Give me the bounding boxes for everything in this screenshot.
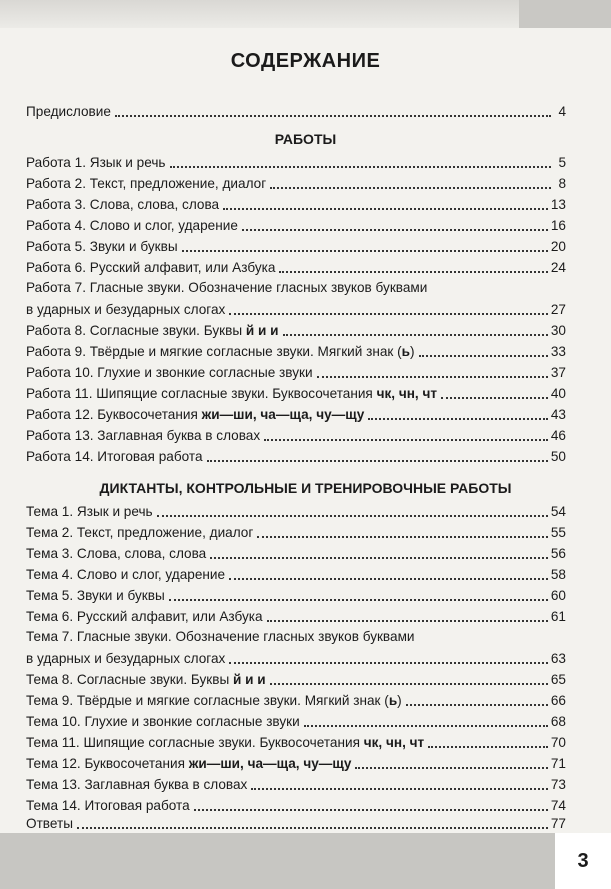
entry-label: Тема 8. Согласные звуки. Буквы й и и xyxy=(26,672,266,687)
dot-leader xyxy=(368,418,548,420)
entry-page: 74 xyxy=(550,798,566,813)
entry-label: Работа 6. Русский алфавит, или Азбука xyxy=(26,260,276,275)
dot-leader xyxy=(182,250,548,252)
entry-label: Тема 10. Глухие и звонкие согласные звуки xyxy=(26,714,300,729)
entry-label: Работа 11. Шипящие согласные звуки. Буквосочетания чк, чн, чт xyxy=(26,386,438,401)
entry-label: Работа 14. Итоговая работа xyxy=(26,449,203,464)
entry-page: 70 xyxy=(550,735,566,750)
dot-leader xyxy=(223,208,548,210)
entry-page: 40 xyxy=(550,386,566,401)
toc-entry[interactable] xyxy=(26,689,566,709)
dot-leader xyxy=(169,599,548,601)
toc-entry[interactable] xyxy=(26,794,566,814)
dot-leader xyxy=(317,376,548,378)
entry-label: Работа 3. Слова, слова, слова xyxy=(26,197,220,212)
entry-page: 16 xyxy=(550,218,566,233)
entry-label: Тема 13. Заглавная буква в словах xyxy=(26,777,248,792)
top-margin-band xyxy=(0,0,611,28)
toc-entry[interactable] xyxy=(26,584,566,604)
entry-page: 4 xyxy=(558,104,566,119)
toc-entry[interactable] xyxy=(26,214,566,234)
dot-leader xyxy=(115,115,551,117)
toc-entry[interactable] xyxy=(26,193,566,213)
toc-entry[interactable] xyxy=(26,151,566,171)
entry-label: Работа 2. Текст, предложение, диалог xyxy=(26,176,267,191)
entry-label: Работа 10. Глухие и звонкие согласные звуки xyxy=(26,365,313,380)
entry-page: 46 xyxy=(550,428,566,443)
entry-page: 77 xyxy=(550,816,566,831)
entry-label: Работа 1. Язык и речь xyxy=(26,155,166,170)
entry-page: 33 xyxy=(550,344,566,359)
entry-label: Тема 11. Шипящие согласные звуки. Буквосочетания чк, чн, чт xyxy=(26,735,425,750)
entry-page: 24 xyxy=(550,260,566,275)
footer-band xyxy=(0,833,611,889)
toc-entry[interactable] xyxy=(26,424,566,444)
toc-entry[interactable] xyxy=(26,710,566,730)
dot-leader xyxy=(270,683,548,685)
entry-label-line1: Работа 7. Гласные звуки. Обозначение гласных звуков буквами xyxy=(26,280,428,295)
toc-entry[interactable] xyxy=(26,542,566,562)
entry-label: Ответы xyxy=(26,816,73,831)
entry-label: Тема 5. Звуки и буквы xyxy=(26,588,165,603)
toc-entry-answers[interactable] xyxy=(26,812,566,832)
dot-leader xyxy=(229,662,548,664)
dot-leader xyxy=(267,620,548,622)
entry-label: Работа 13. Заглавная буква в словах xyxy=(26,428,261,443)
toc-entry[interactable] xyxy=(26,500,566,520)
entry-label: Тема 14. Итоговая работа xyxy=(26,798,190,813)
toc-entry[interactable] xyxy=(26,172,566,192)
entry-page: 43 xyxy=(550,407,566,422)
toc-entry[interactable] xyxy=(26,605,566,625)
toc-entry[interactable] xyxy=(26,340,566,360)
toc-entry[interactable] xyxy=(26,773,566,793)
entry-page: 60 xyxy=(550,588,566,603)
toc-entry[interactable] xyxy=(26,563,566,583)
entry-page: 73 xyxy=(550,777,566,792)
entry-label: Работа 4. Слово и слог, ударение xyxy=(26,218,238,233)
dot-leader xyxy=(242,229,548,231)
dot-leader xyxy=(283,334,548,336)
entry-page: 50 xyxy=(550,449,566,464)
entry-page: 66 xyxy=(550,693,566,708)
toc-entry[interactable] xyxy=(26,752,566,772)
entry-label: Работа 5. Звуки и буквы xyxy=(26,239,178,254)
entry-label: Тема 4. Слово и слог, ударение xyxy=(26,567,226,582)
entry-page: 55 xyxy=(550,525,566,540)
entry-label: Работа 12. Буквосочетания жи—ши, ча—ща, чу—щу xyxy=(26,407,365,422)
entry-label-line1: Тема 7. Гласные звуки. Обозначение гласных звуков буквами xyxy=(26,629,415,644)
entry-page: 20 xyxy=(550,239,566,254)
dot-leader xyxy=(229,313,548,315)
dot-leader xyxy=(170,166,552,168)
toc-entry[interactable] xyxy=(26,280,566,318)
entry-page: 37 xyxy=(550,365,566,380)
dot-leader xyxy=(264,439,548,441)
dot-leader xyxy=(406,704,548,706)
entry-label: Тема 1. Язык и речь xyxy=(26,504,153,519)
dot-leader xyxy=(251,788,548,790)
toc-entry[interactable] xyxy=(26,256,566,276)
section-heading-works: РАБОТЫ xyxy=(274,131,337,147)
toc-entry[interactable] xyxy=(26,629,566,667)
entry-page: 68 xyxy=(550,714,566,729)
entry-page: 56 xyxy=(550,546,566,561)
dot-leader xyxy=(210,557,548,559)
entry-label: в ударных и безударных слогах xyxy=(26,651,226,666)
toc-entry[interactable] xyxy=(26,445,566,465)
entry-page: 61 xyxy=(550,609,566,624)
entry-page: 8 xyxy=(558,176,566,191)
entry-label: Предисловие xyxy=(26,104,111,119)
entry-page: 65 xyxy=(550,672,566,687)
dot-leader xyxy=(419,355,548,357)
toc-entry[interactable] xyxy=(26,319,566,339)
entry-label: Работа 9. Твёрдые и мягкие согласные звуки. Мягкий знак (ь) xyxy=(26,344,415,359)
dot-leader xyxy=(157,515,548,517)
entry-page: 63 xyxy=(550,651,566,666)
toc-entry-preface[interactable] xyxy=(26,100,566,120)
toc-entry[interactable] xyxy=(26,403,566,423)
dot-leader xyxy=(428,746,548,748)
toc-entry[interactable] xyxy=(26,235,566,255)
dot-leader xyxy=(270,187,551,189)
entry-page: 5 xyxy=(558,155,566,170)
dot-leader xyxy=(194,809,548,811)
entry-label: Тема 2. Текст, предложение, диалог xyxy=(26,525,254,540)
dot-leader xyxy=(229,578,548,580)
dot-leader xyxy=(355,767,547,769)
entry-label: Тема 12. Буквосочетания жи—ши, ча—ща, чу—щу xyxy=(26,756,352,771)
dot-leader xyxy=(207,460,548,462)
entry-label: Тема 3. Слова, слова, слова xyxy=(26,546,207,561)
page-title: СОДЕРЖАНИЕ xyxy=(230,50,381,72)
toc-entry[interactable] xyxy=(26,668,566,688)
entry-label: в ударных и безударных слогах xyxy=(26,302,226,317)
toc-entry[interactable] xyxy=(26,382,566,402)
page-number: 3 xyxy=(555,833,611,889)
dot-leader xyxy=(441,397,548,399)
corner-tab xyxy=(519,0,611,28)
entry-page: 27 xyxy=(550,302,566,317)
entry-page: 58 xyxy=(550,567,566,582)
dot-leader xyxy=(77,827,548,829)
entry-page: 30 xyxy=(550,323,566,338)
entry-page: 54 xyxy=(550,504,566,519)
toc-entry[interactable] xyxy=(26,521,566,541)
dot-leader xyxy=(257,536,548,538)
toc-entry[interactable] xyxy=(26,361,566,381)
entry-label: Тема 9. Твёрдые и мягкие согласные звуки. Мягкий знак (ь) xyxy=(26,693,402,708)
entry-label: Работа 8. Согласные звуки. Буквы й и и xyxy=(26,323,279,338)
section-heading-tests: ДИКТАНТЫ, КОНТРОЛЬНЫЕ И ТРЕНИРОВОЧНЫЕ РАБОТЫ xyxy=(99,480,512,496)
toc-entry[interactable] xyxy=(26,731,566,751)
dot-leader xyxy=(279,271,547,273)
entry-page: 71 xyxy=(550,756,566,771)
entry-page: 13 xyxy=(550,197,566,212)
dot-leader xyxy=(304,725,548,727)
entry-label: Тема 6. Русский алфавит, или Азбука xyxy=(26,609,263,624)
